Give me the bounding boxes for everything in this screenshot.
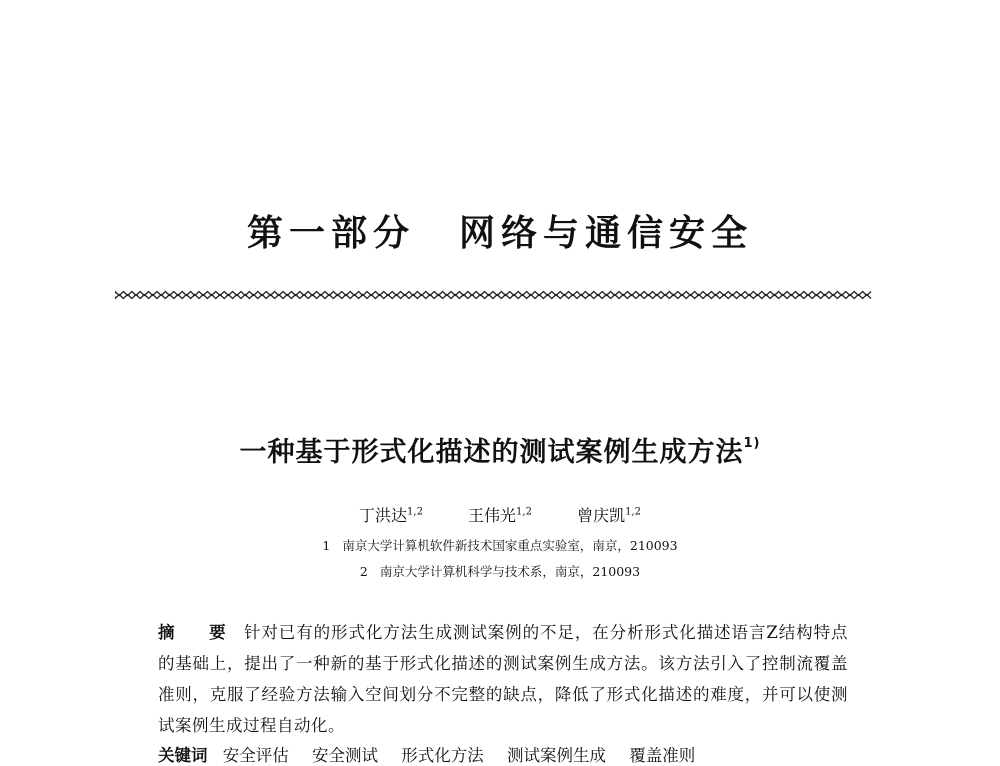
author-name: 曾庆凯: [577, 506, 626, 525]
keyword: 覆盖准则: [629, 746, 696, 765]
author-name: 王伟光: [468, 506, 517, 525]
author-list: [0, 503, 1000, 526]
affiliation: [0, 536, 1000, 554]
author-name: 丁洪达: [359, 506, 408, 525]
author: [359, 503, 423, 526]
part-title: [0, 205, 1000, 256]
keyword: 安全测试: [312, 746, 378, 765]
paper-title-text: 一种基于形式化描述的测试案例生成方法: [239, 437, 744, 468]
paper-title-footnote-mark: 1): [743, 436, 761, 451]
keywords: [158, 742, 848, 766]
affiliation-number: 2: [359, 564, 368, 579]
keywords-label: 关键词: [158, 746, 208, 765]
abstract: [158, 617, 848, 741]
author: [468, 503, 532, 526]
author-affil-mark: 1,2: [407, 506, 423, 518]
paper-title: [0, 430, 1000, 469]
keyword: 安全评估: [222, 746, 289, 765]
author-affil-mark: 1,2: [516, 506, 532, 518]
abstract-text: 针对已有的形式化方法生成测试案例的不足，在分析形式化描述语言Z结构特点的基础上，提出了一种新的基于形式化描述的测试案例生成方法。该方法引入了控制流覆盖准则，克服了经验方法输入空间划分不完整的缺点，降低了形式化描述的难度，并可以使测试案例生成过程自动化。: [158, 623, 848, 735]
affiliation-text: 南京大学计算机软件新技术国家重点实验室，南京，210093: [342, 538, 678, 553]
author-affil-mark: 1,2: [625, 506, 641, 518]
affiliation-text: 南京大学计算机科学与技术系，南京，210093: [379, 564, 641, 579]
part-title-name: 网络与通信安全: [459, 212, 754, 254]
keyword: 测试案例生成: [507, 746, 606, 765]
keyword: 形式化方法: [401, 746, 484, 765]
affiliation: [0, 562, 1000, 580]
author: [577, 503, 641, 526]
part-title-prefix: 第一部分: [246, 212, 415, 254]
wavy-divider: [115, 290, 873, 300]
affiliation-number: 1: [322, 538, 331, 553]
abstract-label: 摘 要: [158, 623, 240, 642]
